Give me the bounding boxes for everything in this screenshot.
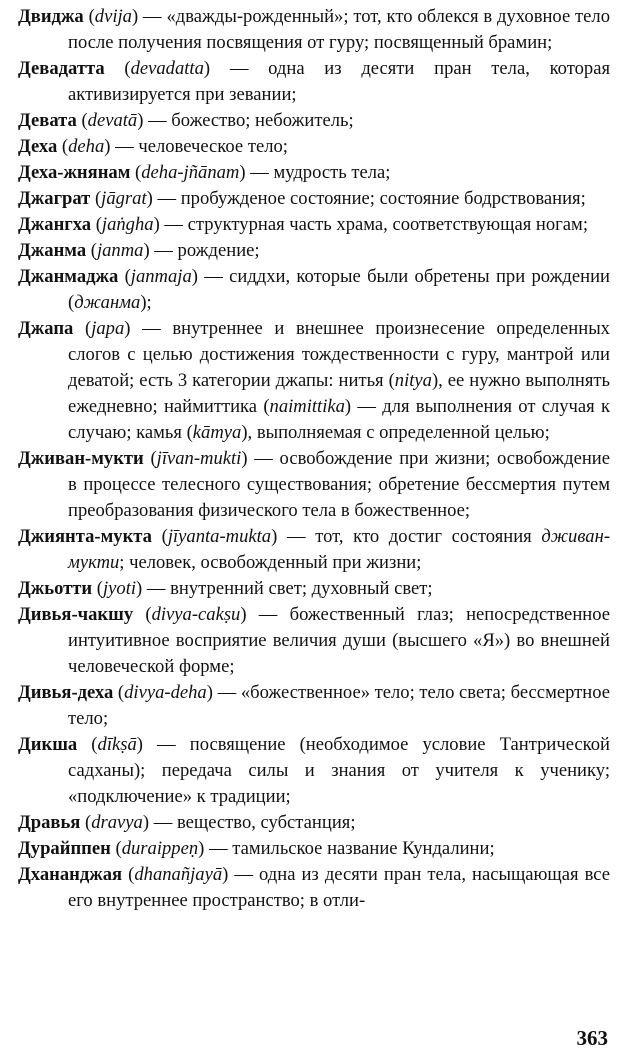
entry-definition: — тот, кто достиг состояния	[277, 526, 542, 547]
entry-definition: );	[140, 292, 152, 313]
glossary-entry: Дравья (dravya) — вещество, субстанция;	[18, 812, 356, 833]
entry-term: Двиджа	[18, 6, 84, 27]
entry-transliteration: deha	[68, 136, 105, 157]
page-number: 363	[576, 1026, 608, 1050]
entry-transliteration: dravya	[91, 812, 143, 833]
glossary-list	[18, 4, 610, 914]
entry-definition: — тамильское название Кундалини;	[204, 838, 495, 859]
entry-definition: — рождение;	[149, 240, 260, 261]
glossary-entry: Дурайппен (duraippeṇ) — тамильское название Кундалини;	[18, 838, 495, 859]
entry-definition-italic: nitya	[394, 370, 432, 391]
entry-term: Джанма	[18, 240, 87, 261]
entry-term: Дхананджая	[18, 864, 123, 885]
entry-term: Джаграт	[18, 188, 91, 209]
entry-definition-italic: naimittika	[269, 396, 345, 417]
entry-definition: — мудрость тела;	[245, 162, 391, 183]
entry-term: Джьотти	[18, 578, 93, 599]
entry-transliteration: duraippeṇ	[121, 838, 199, 859]
glossary-entry: Дивья-чакшу (divya-cakṣu) — божественный глаз; непосредственное интуитивное восприятие величия души (высшего «Я») во внешней человеческой форме;	[18, 604, 610, 677]
glossary-entry: Джанма (janma) — рождение;	[18, 240, 260, 261]
entry-transliteration: jyoti	[102, 578, 137, 599]
glossary-entry: Джьотти (jyoti) — внутренний свет; духовный свет;	[18, 578, 433, 599]
glossary-entry: Джангха (jaṅgha) — структурная часть храма, соответствующая ногам;	[18, 214, 588, 235]
entry-definition: — вещество, субстанция;	[149, 812, 356, 833]
entry-definition: — «божественное» тело; тело света; бессмертное тело;	[68, 682, 610, 729]
entry-transliteration: janmaja	[130, 266, 192, 287]
entry-definition: — пробужденое состояние; состояние бодрствования;	[152, 188, 586, 209]
entry-definition: — одна из десяти пран тела, насыщающая все его внутреннее пространство; в отли-	[68, 864, 610, 911]
entry-definition: — освобождение при жизни; освобождение в процессе телесного существования; обретение бессмертия путем преобразования физического тела в божественное;	[68, 448, 611, 521]
entry-transliteration: jaṅgha	[101, 214, 154, 235]
glossary-entry: Джанмаджа (janmaja) — сиддхи, которые были обретены при рождении (джанма);	[18, 266, 610, 313]
entry-definition: — одна из десяти пран тела, которая активизируется при зевании;	[68, 58, 611, 105]
entry-term: Девата	[18, 110, 77, 131]
entry-definition: — человеческое тело;	[110, 136, 288, 157]
entry-term: Дживан-мукти	[18, 448, 144, 469]
entry-term: Деха-жнянам	[18, 162, 131, 183]
entry-term: Джанмаджа	[18, 266, 119, 287]
entry-transliteration: jīvan-mukti	[156, 448, 242, 469]
entry-term: Дивья-деха	[18, 682, 114, 703]
entry-term: Деха	[18, 136, 58, 157]
entry-definition: ) — для выполнения от случая к случаю; камья (	[68, 396, 610, 443]
entry-definition: — посвящение (необходимое условие Тантрической садханы); передача силы и знания от учителя к ученику; «подключение» к традиции;	[68, 734, 611, 807]
entry-term: Джапа	[18, 318, 74, 339]
entry-definition-italic: kāmya	[192, 422, 242, 443]
entry-transliteration: japa	[91, 318, 125, 339]
entry-definition: — структурная часть храма, соответствующая ногам;	[159, 214, 588, 235]
entry-term: Девадатта	[18, 58, 105, 79]
entry-definition: — сиддхи, которые были обретены при рождении (	[68, 266, 610, 313]
entry-transliteration: devadatta	[130, 58, 204, 79]
entry-term: Джангха	[18, 214, 92, 235]
entry-transliteration: jīyanta-mukta	[167, 526, 272, 547]
entry-transliteration: divya-deha	[124, 682, 207, 703]
glossary-entry: Деха (deha) — человеческое тело;	[18, 136, 288, 157]
entry-definition: ; человек, освобожденный при жизни;	[119, 552, 422, 573]
entry-definition: ), ее нужно выполнять ежедневно; наймиттика (	[68, 370, 610, 417]
entry-term: Джиянта-мукта	[18, 526, 152, 547]
glossary-entry: Дикша (dīkṣā) — посвящение (необходимое условие Тантрической садханы); передача силы и знания от учителя к ученику; «подключение» к традиции;	[18, 734, 611, 807]
glossary-entry: Джиянта-мукта (jīyanta-mukta) — тот, кто достиг состояния дживан-мукти; человек, освобожденный при жизни;	[18, 526, 611, 573]
glossary-entry: Джаграт (jāgrat) — пробужденое состояние; состояние бодрствования;	[18, 188, 586, 209]
entry-transliteration: dvija	[94, 6, 132, 27]
entry-definition: — божество; небожитель;	[143, 110, 354, 131]
entry-transliteration: dhanañjayā	[134, 864, 223, 885]
entry-definition: — внутреннее и внешнее произнесение определенных слогов с целью достижения тождественности с гуру, мантрой или деватой; есть 3 категории джапы: нитья (	[68, 318, 610, 391]
entry-definition: — внутренний свет; духовный свет;	[142, 578, 433, 599]
entry-definition: — божественный глаз; непосредственное интуитивное восприятие величия души (высшего «Я») во внешней человеческой форме;	[68, 604, 610, 677]
entry-transliteration: janma	[96, 240, 144, 261]
entry-transliteration: devatā	[87, 110, 138, 131]
glossary-entry: Дживан-мукти (jīvan-mukti) — освобождение при жизни; освобождение в процессе телесного существования; обретение бессмертия путем преобразования физического тела в божественное;	[18, 448, 611, 521]
entry-definition-italic: джанма	[74, 292, 141, 313]
glossary-entry: Девата (devatā) — божество; небожитель;	[18, 110, 354, 131]
entry-term: Дравья	[18, 812, 81, 833]
entry-term: Дикша	[18, 734, 78, 755]
glossary-entry: Дхананджая (dhanañjayā) — одна из десяти пран тела, насыщающая все его внутреннее пространство; в отли-	[18, 864, 610, 911]
entry-transliteration: jāgrat	[101, 188, 147, 209]
entry-transliteration: deha-jñānam	[141, 162, 240, 183]
entry-definition: ), выполняемая с определенной целью;	[241, 422, 550, 443]
entry-definition: — «дважды-рожденный»; тот, кто облекся в духовное тело после получения посвящения от гуру; посвященный брамин;	[68, 6, 611, 53]
glossary-entry: Деха-жнянам (deha-jñānam) — мудрость тела;	[18, 162, 391, 183]
entry-transliteration: divya-cakṣu	[151, 604, 241, 625]
entry-transliteration: dīkṣā	[97, 734, 137, 755]
entry-definition-italic: дживан-мукти	[68, 526, 611, 573]
glossary-entry: Двиджа (dvija) — «дважды-рожденный»; тот, кто облекся в духовное тело после получения посвящения от гуру; посвященный брамин;	[18, 6, 611, 53]
glossary-entry: Дивья-деха (divya-deha) — «божественное» тело; тело света; бессмертное тело;	[18, 682, 610, 729]
entry-term: Дурайппен	[18, 838, 111, 859]
entry-term: Дивья-чакшу	[18, 604, 134, 625]
glossary-entry: Джапа (japa) — внутреннее и внешнее произнесение определенных слогов с целью достижения тождественности с гуру, мантрой или деватой; есть 3 категории джапы: нитья (nitya), ее нужно выполнять ежедневно; наймиттика (naimittika) — для выполнения от случая к случаю; камья (kāmya), выполняемая с определенной целью;	[18, 318, 610, 443]
glossary-entry: Девадатта (devadatta) — одна из десяти пран тела, которая активизируется при зевании;	[18, 58, 611, 105]
